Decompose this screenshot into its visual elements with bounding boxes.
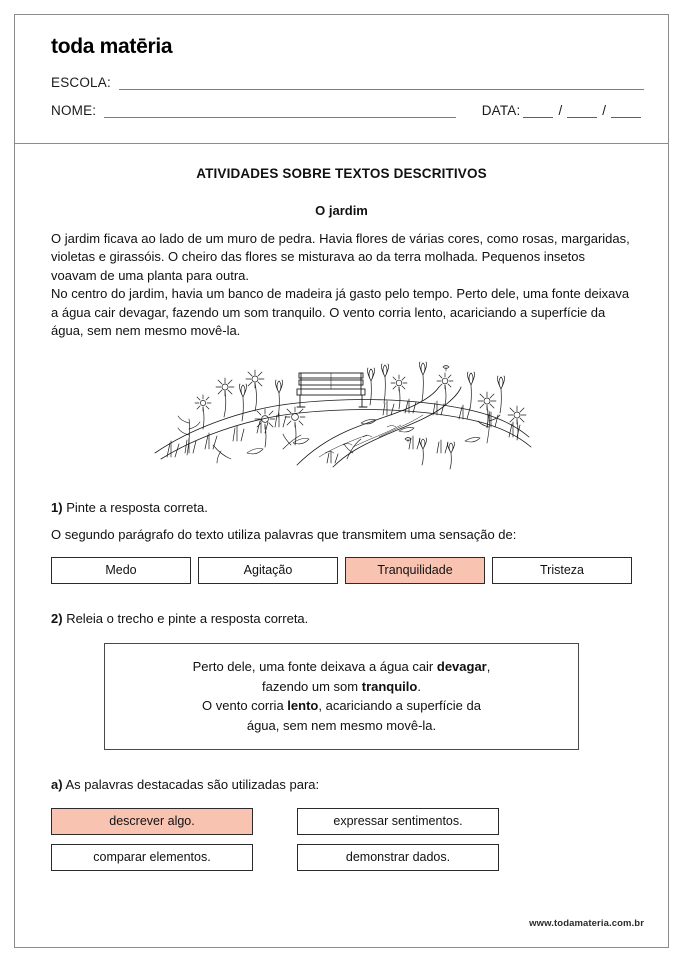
reading-paragraph-2: No centro do jardim, havia um banco de madeira já gasto pelo tempo. Perto dele, uma fonte deixava a água cair devagar, fazendo um som tranquilo. O vento corria lento, acariciando a superfície da água, sem nem mesmo movê-la. — [51, 286, 630, 339]
question-2-instruction-text: Releia o trecho e pinte a resposta correta. — [66, 611, 309, 627]
school-label: ESCOLA: — [51, 75, 111, 90]
date-field-group — [482, 103, 644, 118]
name-input-line[interactable] — [104, 106, 455, 118]
question-1-instruction-text: Pinte a resposta correta. — [66, 499, 208, 515]
question-1-option-agitacao[interactable]: Agitação — [198, 557, 338, 584]
excerpt-line-2-pre: fazendo um som — [262, 678, 362, 694]
question-1-number: 1) — [51, 499, 63, 515]
date-separator-2: / — [602, 103, 606, 118]
question-2a-options — [51, 808, 632, 871]
worksheet-page — [14, 14, 669, 948]
excerpt-line-3-pre: O vento corria — [202, 698, 288, 714]
question-1-option-medo[interactable]: Medo — [51, 557, 191, 584]
excerpt-line-2 — [123, 677, 560, 697]
brand-logo: toda matēria — [51, 35, 173, 58]
excerpt-line-1-pre: Perto dele, uma fonte deixava a água cair — [192, 659, 437, 675]
question-1-options — [51, 557, 632, 584]
excerpt-line-1 — [123, 657, 560, 677]
excerpt-line-4-pre: água, sem nem mesmo movê-la. — [246, 717, 437, 733]
garden-illustration — [51, 353, 632, 471]
date-label: DATA: — [481, 103, 521, 118]
footer-url: www.todamateria.com.br — [529, 918, 644, 929]
excerpt-line-3 — [123, 696, 560, 716]
excerpt-line-3-bold: lento — [287, 698, 319, 714]
question-2a-option-comparar-elementos[interactable]: comparar elementos. — [51, 844, 253, 871]
excerpt-line-2-post: . — [417, 678, 421, 694]
excerpt-line-1-post: , — [486, 659, 491, 675]
question-2-instruction — [51, 610, 632, 629]
question-1-option-tristeza[interactable]: Tristeza — [492, 557, 632, 584]
question-2a-option-expressar-sentimentos[interactable]: expressar sentimentos. — [297, 808, 499, 835]
name-date-field-row — [51, 103, 644, 118]
question-1-option-tranquilidade[interactable]: Tranquilidade — [345, 557, 485, 584]
excerpt-line-4 — [123, 716, 560, 736]
excerpt-line-1-bold: devagar — [436, 659, 487, 675]
excerpt-line-3-post: , acariciando a superfície da — [318, 698, 481, 714]
question-2a-option-demonstrar-dados[interactable]: demonstrar dados. — [297, 844, 499, 871]
worksheet-content — [15, 144, 668, 871]
school-field-row — [51, 75, 644, 90]
school-input-line[interactable] — [119, 78, 644, 90]
date-year-input[interactable] — [611, 106, 641, 118]
date-day-input[interactable] — [523, 106, 553, 118]
reading-text-title: O jardim — [315, 203, 368, 218]
worksheet-header — [15, 15, 668, 144]
excerpt-line-2-bold: tranquilo — [361, 678, 418, 694]
date-separator-1: / — [558, 103, 563, 118]
date-month-input[interactable] — [567, 106, 597, 118]
question-2a-prompt — [51, 776, 632, 795]
reading-paragraph-1: O jardim ficava ao lado de um muro de pedra. Havia flores de várias cores, como rosas, margaridas, violetas e girassóis. O cheiro das flores se misturava ao da terra molhada. Pequenos insetos voavam de uma planta para outra. — [51, 231, 630, 283]
garden-line-drawing-svg — [147, 353, 537, 471]
question-2a-letter: a) — [51, 777, 63, 793]
page-title: ATIVIDADES SOBRE TEXTOS DESCRITIVOS — [196, 166, 487, 181]
name-label: NOME: — [51, 103, 97, 118]
question-1-instruction — [51, 499, 632, 518]
question-2-excerpt — [104, 643, 579, 750]
question-1-prompt: O segundo parágrafo do texto utiliza palavras que transmitem uma sensação de: — [51, 526, 517, 542]
question-2a-prompt-text: As palavras destacadas são utilizadas para: — [65, 777, 320, 793]
question-2a-option-descrever-algo[interactable]: descrever algo. — [51, 808, 253, 835]
question-2-number: 2) — [51, 611, 63, 627]
